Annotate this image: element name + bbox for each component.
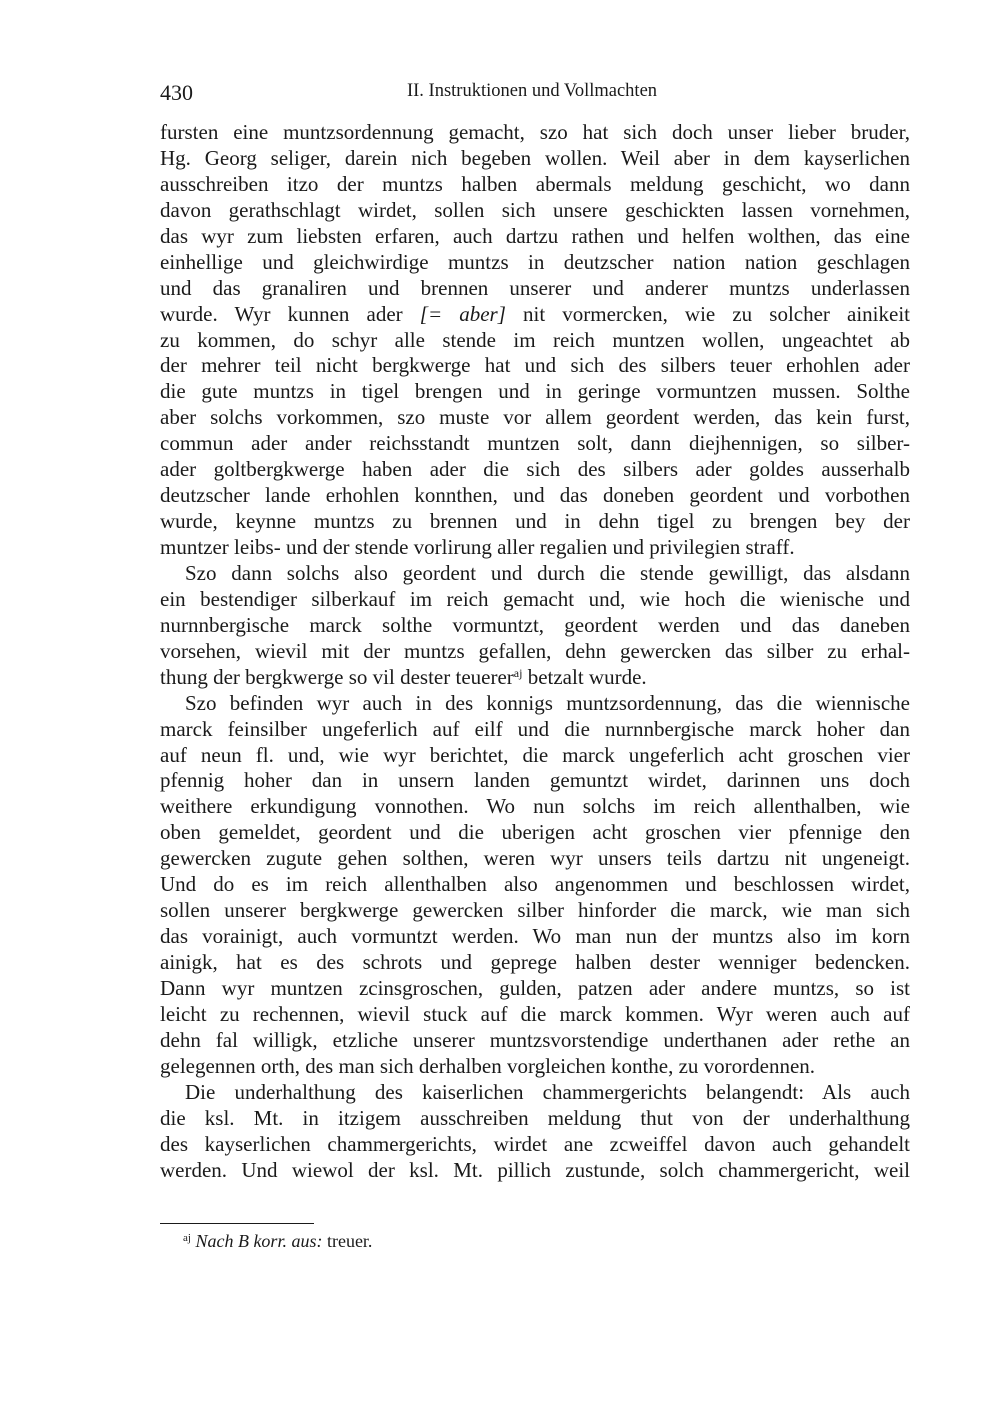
text-line: vorsehen, wievil mit der muntzs gefallen, dehn gewercken das silber zu erhal- bbox=[160, 638, 910, 663]
text-line: des kayserlichen chammergerichts, wirdet ane zcweiffel davon auch gehandelt bbox=[160, 1131, 910, 1156]
text-line: muntzer leibs- und der stende vorlirung aller regalien und privilegien straff. bbox=[160, 535, 795, 559]
text-line: auf neun fl. und, wie wyr berichtet, die marck ungeferlich acht groschen vier bbox=[160, 742, 910, 767]
text-line: gelegennen orth, des man sich derhalben vorgleichen konthe, zu vorordennen. bbox=[160, 1053, 816, 1078]
text-line: ainigk, hat es des schrots und geprege halben dester wenniger bedencken. bbox=[160, 950, 910, 974]
text-segment: nit vormercken, wie zu solcher ainikeit bbox=[505, 301, 911, 326]
text-line: nurnnbergische marck solthe vormuntzt, geordent werden und das daneben bbox=[160, 612, 910, 637]
footnote-reference[interactable]: aj bbox=[513, 665, 523, 680]
text-line: ausschreiben itzo der muntzs halben abermals meldung geschicht, wo dann bbox=[160, 171, 910, 196]
editorial-insertion: [= aber] bbox=[419, 301, 506, 326]
text-segment: thung der bergkwerge so vil dester teuerer bbox=[160, 664, 514, 689]
text-line: davon gerathschlagt wirdet, sollen sich unsere geschickten lassen vornehmen, bbox=[160, 197, 910, 222]
text-line: weithere erkundigung vonnothen. Wo nun solchs im reich allenthalben, wie bbox=[160, 794, 910, 819]
text-line: die gute muntzs in tigel brengen und in geringe vormuntzen mussen. Solthe bbox=[160, 379, 910, 404]
text-line: einhellige und gleichwirdige muntzs in deutzscher nation nation geschlagen bbox=[160, 249, 910, 274]
text-line bbox=[160, 302, 910, 328]
text-line: Szo dann solchs also geordent und durch die stende gewilligt, das alsdann bbox=[185, 560, 910, 585]
text-line: gewercken zugute gehen solthen, weren wyr unsers teils dartzu nit ungeneigt. bbox=[160, 846, 910, 871]
text-line: Hg. Georg seliger, darein nich begeben wollen. Weil aber in dem kayserlichen bbox=[160, 145, 910, 170]
text-line: deutzscher lande erhohlen konnthen, und das doneben geordent und vorbothen bbox=[160, 483, 910, 508]
text-line: das vorainigt, auch vormuntzt werden. Wo man nun der muntzs also im korn bbox=[160, 924, 910, 949]
text-line: das wyr zum liebsten erfaren, auch dartzu rathen und helfen wolthen, das eine bbox=[160, 223, 910, 248]
text-line: oben gemeldet, geordent und die uberigen acht groschen vier pfennige den bbox=[160, 820, 910, 845]
text-line: Dann wyr muntzen zcinsgroschen, gulden, patzen ader andere muntzs, so ist bbox=[160, 975, 910, 1000]
text-line bbox=[160, 665, 910, 691]
text-line: pfennig hoher dan in unsern landen gemuntzt wirdet, darinnen uns doch bbox=[160, 768, 910, 793]
text-line: Und do es im reich allenthalben also angenommen und beschlossen wirdet, bbox=[160, 872, 910, 897]
text-segment: wurde. Wyr kunnen ader bbox=[160, 301, 420, 326]
running-head: II. Instruktionen und Vollmachten bbox=[406, 81, 658, 101]
body-text bbox=[160, 120, 910, 1183]
text-line: ader goltbergkwerge haben ader die sich des silbers ader goldes ausserhalb bbox=[160, 457, 910, 482]
text-segment: betzalt wurde. bbox=[522, 664, 647, 689]
text-line: der mehrer teil nicht bergkwerge hat und sich des silbers teuer erhohlen ader bbox=[160, 353, 910, 378]
text-line: zu kommen, do schyr alle stende im reich muntzen wollen, ungeachtet ab bbox=[160, 327, 910, 352]
text-line: ein bestendiger silberkauf im reich gemacht und, wie hoch die wienische und bbox=[160, 586, 910, 611]
text-line: commun ader ander reichsstandt muntzen solt, dann diejhennigen, so silber- bbox=[160, 431, 910, 456]
text-line: aber solchs vorkommen, szo muste vor allem geordent werden, das kein furst, bbox=[160, 405, 910, 430]
page-number: 430 bbox=[160, 80, 193, 105]
text-line: wurde, keynne muntzs zu brennen und in dehn tigel zu brengen bey der bbox=[160, 509, 910, 534]
text-line: sollen unserer bergkwerge gewercken silber hinforder die marck, wie man sich bbox=[160, 898, 910, 923]
footnote-marker: aj bbox=[183, 1232, 191, 1244]
text-line: Die underhalthung des kaiserlichen chammergerichts belangendt: Als auch bbox=[185, 1079, 910, 1104]
text-line: leicht zu rechennen, wievil stuck auf die marck kommen. Wyr weren auch auf bbox=[160, 1001, 910, 1026]
footnote-aj bbox=[183, 1229, 372, 1253]
text-line: dehn fal willigk, etzliche unserer muntzsvorstendige underthanen ader rethe an bbox=[160, 1027, 910, 1052]
text-line: werden. Und wiewol der ksl. Mt. pillich zustunde, solch chammergericht, weil bbox=[160, 1157, 910, 1182]
text-line: die ksl. Mt. in itzigem ausschreiben meldung thut von der underhalthung bbox=[160, 1105, 910, 1130]
text-line: fursten eine muntzsordennung gemacht, szo hat sich doch unser lieber bruder, bbox=[160, 120, 910, 144]
text-line: und das granaliren und brennen unserer und anderer muntzs underlassen bbox=[160, 275, 910, 300]
text-line: Szo befinden wyr auch in des konnigs muntzsordennung, das die wiennische bbox=[185, 690, 910, 715]
text-line: marck feinsilber ungeferlich auf eilf und die nurnnbergische marck hoher dan bbox=[160, 716, 910, 741]
footnote-divider bbox=[160, 1223, 314, 1224]
footnote-editorial-note: Nach B korr. aus: bbox=[195, 1231, 323, 1251]
footnote-text: treuer. bbox=[322, 1231, 373, 1251]
